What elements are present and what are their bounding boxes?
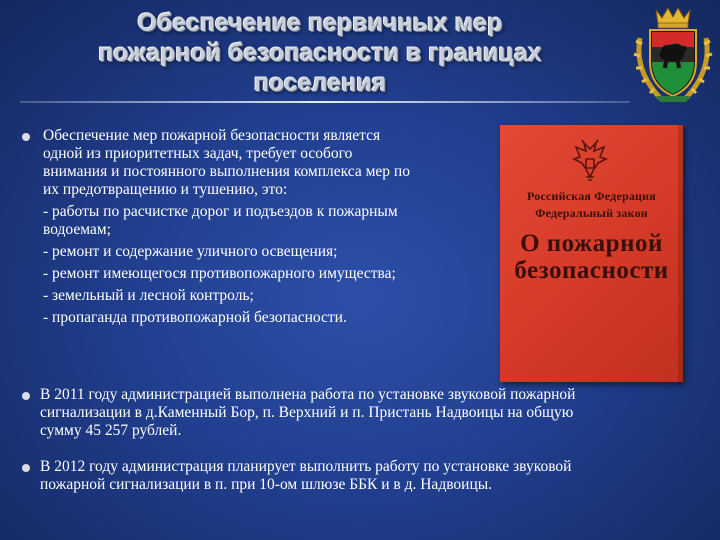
bullet-text: сумму 45 257 рублей. (40, 422, 182, 439)
intro-line: внимания и постоянного выполнения комплекса мер по (43, 163, 410, 180)
bullet-text: В 2012 году администрация планирует выполнить работу по установке звуковой (40, 458, 572, 475)
bullet-text: пожарной сигнализации в п. при 10-ом шлюзе ББК и в д. Надвоицы. (40, 476, 493, 493)
book-law-type: Федеральный закон (535, 206, 648, 220)
title-line-3: поселения (253, 69, 387, 97)
measure-item (43, 243, 493, 261)
book-title-line: безопасности (514, 257, 669, 284)
bullet-2012 (40, 458, 710, 494)
intro-line: Обеспечение мер пожарной безопасности является (43, 127, 381, 144)
book-country: Российская Федерация (527, 189, 656, 203)
measure-text: - пропаганда противопожарной безопасности. (43, 309, 347, 326)
bullet-text: В 2011 году администрацией выполнена работа по установке звуковой пожарной (40, 386, 576, 403)
bullet-marker (22, 133, 30, 141)
title-underline (20, 101, 630, 103)
measure-text: водоемам; (43, 221, 111, 238)
title-line-2: пожарной безопасности в границах (98, 39, 542, 67)
book-title-line: О пожарной (520, 230, 663, 257)
bullet-text: сигнализации в д.Каменный Бор, п. Верхний и п. Пристань Надвоицы на общую (40, 404, 574, 421)
law-book-cover (500, 125, 683, 382)
coat-of-arms-icon (630, 4, 716, 104)
intro-block (43, 127, 493, 327)
intro-line: одной из приоритетных задач, требует особого (43, 145, 353, 162)
measure-text: - ремонт имеющегося противопожарного имущества; (43, 265, 396, 282)
measure-text: - ремонт и содержание уличного освещения; (43, 243, 338, 260)
bullet-marker (22, 392, 30, 400)
measure-text: - земельный и лесной контроль; (43, 287, 254, 304)
intro-line: их предотвращению и тушению, это: (43, 181, 288, 198)
measure-item (43, 203, 493, 239)
measure-item (43, 265, 493, 283)
double-headed-eagle-icon (570, 139, 610, 183)
bullet-2011 (40, 386, 710, 440)
measure-text: - работы по расчистке дорог и подъездов к пожарным (43, 203, 398, 220)
measure-item (43, 287, 493, 305)
title-line-1: Обеспечение первичных мер (137, 9, 503, 37)
bullet-marker (22, 464, 30, 472)
measure-item (43, 309, 493, 327)
slide-title (40, 8, 600, 98)
